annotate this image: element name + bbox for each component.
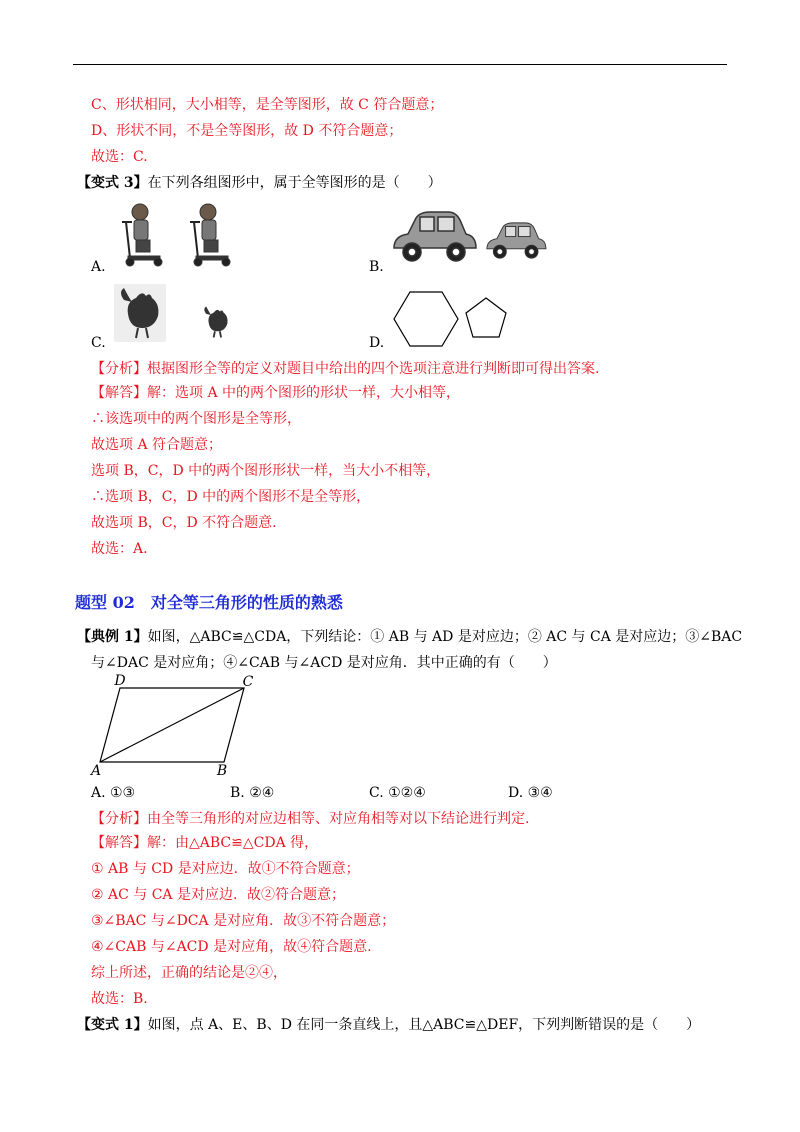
prev-solution-line-d: D、形状不同，不是全等图形，故 D 不符合题意； (91, 123, 403, 139)
parallelogram-figure (90, 674, 270, 778)
example1-question-line1 (77, 628, 742, 646)
variant3-tag: 【变式 3】 (77, 175, 148, 191)
prev-solution-answer: 故选：C. (91, 149, 148, 165)
variant3-answer: 故选：A. (91, 541, 148, 557)
hexagon-pentagon-icon (392, 288, 516, 350)
variant3-option-c-label: C. (91, 335, 106, 351)
variant3-option-a-label: A. (91, 259, 106, 275)
variant1-tag: 【变式 1】 (77, 1017, 148, 1033)
rooster-icon (114, 284, 234, 346)
example1-solution-2: ① AB 与 CD 是对应边．故①不符合题意； (91, 861, 360, 877)
variant3-option-b-label: B. (369, 259, 384, 275)
point-label-a: A (90, 763, 102, 778)
variant1-question-line (77, 1016, 700, 1034)
scooter-boy-icon (112, 200, 242, 270)
car-icon (390, 208, 550, 270)
variant3-solution-6: 故选项 B，C，D 不符合题意. (91, 515, 277, 531)
point-label-d: D (114, 674, 126, 689)
example1-option-a: A. ①③ (91, 785, 136, 801)
variant3-question-line (77, 174, 442, 192)
variant3-solution-3: 故选项 A 符合题意； (91, 437, 223, 453)
prev-solution-line-c: C、形状相同，大小相等，是全等图形，故 C 符合题意； (91, 97, 444, 113)
example1-option-d: D. ③④ (508, 785, 553, 801)
variant3-option-d-label: D. (369, 335, 385, 351)
variant3-analysis: 【分析】根据图形全等的定义对题目中给出的四个选项注意进行判断即可得出答案. (91, 361, 600, 377)
example1-question-text1: 如图，△ABC≌△CDA，下列结论：① AB 与 AD 是对应边；② AC 与 CA 是对应边；③∠BAC (147, 629, 743, 645)
section-title: 题型 02 对全等三角形的性质的熟悉 (75, 593, 343, 612)
variant1-question: 如图，点 A、E、B、D 在同一条直线上，且△ABC≌△DEF，下列判断错误的是（ ） (147, 1017, 701, 1033)
example1-question-line2: 与∠DAC 是对应角；④∠CAB 与∠ACD 是对应角．其中正确的有（ ） (91, 655, 557, 671)
variant3-solution-2: ∴该选项中的两个图形是全等形， (91, 411, 301, 427)
example1-solution-5: ④∠CAB 与∠ACD 是对应角，故④符合题意. (91, 939, 372, 955)
variant3-solution-5: ∴选项 B，C，D 中的两个图形不是全等形， (91, 489, 371, 505)
point-label-b: B (216, 763, 228, 778)
variant3-question: 在下列各组图形中，属于全等图形的是（ ） (147, 175, 442, 191)
example1-option-c: C. ①②④ (369, 785, 426, 801)
example1-solution-6: 综上所述，正确的结论是②④， (91, 965, 287, 981)
variant3-solution-4: 选项 B，C，D 中的两个图形形状一样，当大小不相等， (91, 463, 441, 479)
header-rule (73, 64, 727, 65)
example1-answer: 故选：B. (91, 991, 148, 1007)
example1-analysis: 【分析】由全等三角形的对应边相等、对应角相等对以下结论进行判定. (91, 811, 530, 827)
variant3-solution-1: 【解答】解：选项 A 中的两个图形的形状一样，大小相等， (91, 385, 461, 401)
example1-option-b: B. ②④ (230, 785, 275, 801)
example1-solution-1: 【解答】解：由△ABC≌△CDA 得， (91, 835, 319, 851)
point-label-c: C (242, 674, 254, 690)
example1-solution-3: ② AC 与 CA 是对应边．故②符合题意； (91, 887, 345, 903)
example1-solution-4: ③∠BAC 与∠DCA 是对应角．故③不符合题意； (91, 913, 396, 929)
example1-tag: 【典例 1】 (77, 629, 148, 645)
